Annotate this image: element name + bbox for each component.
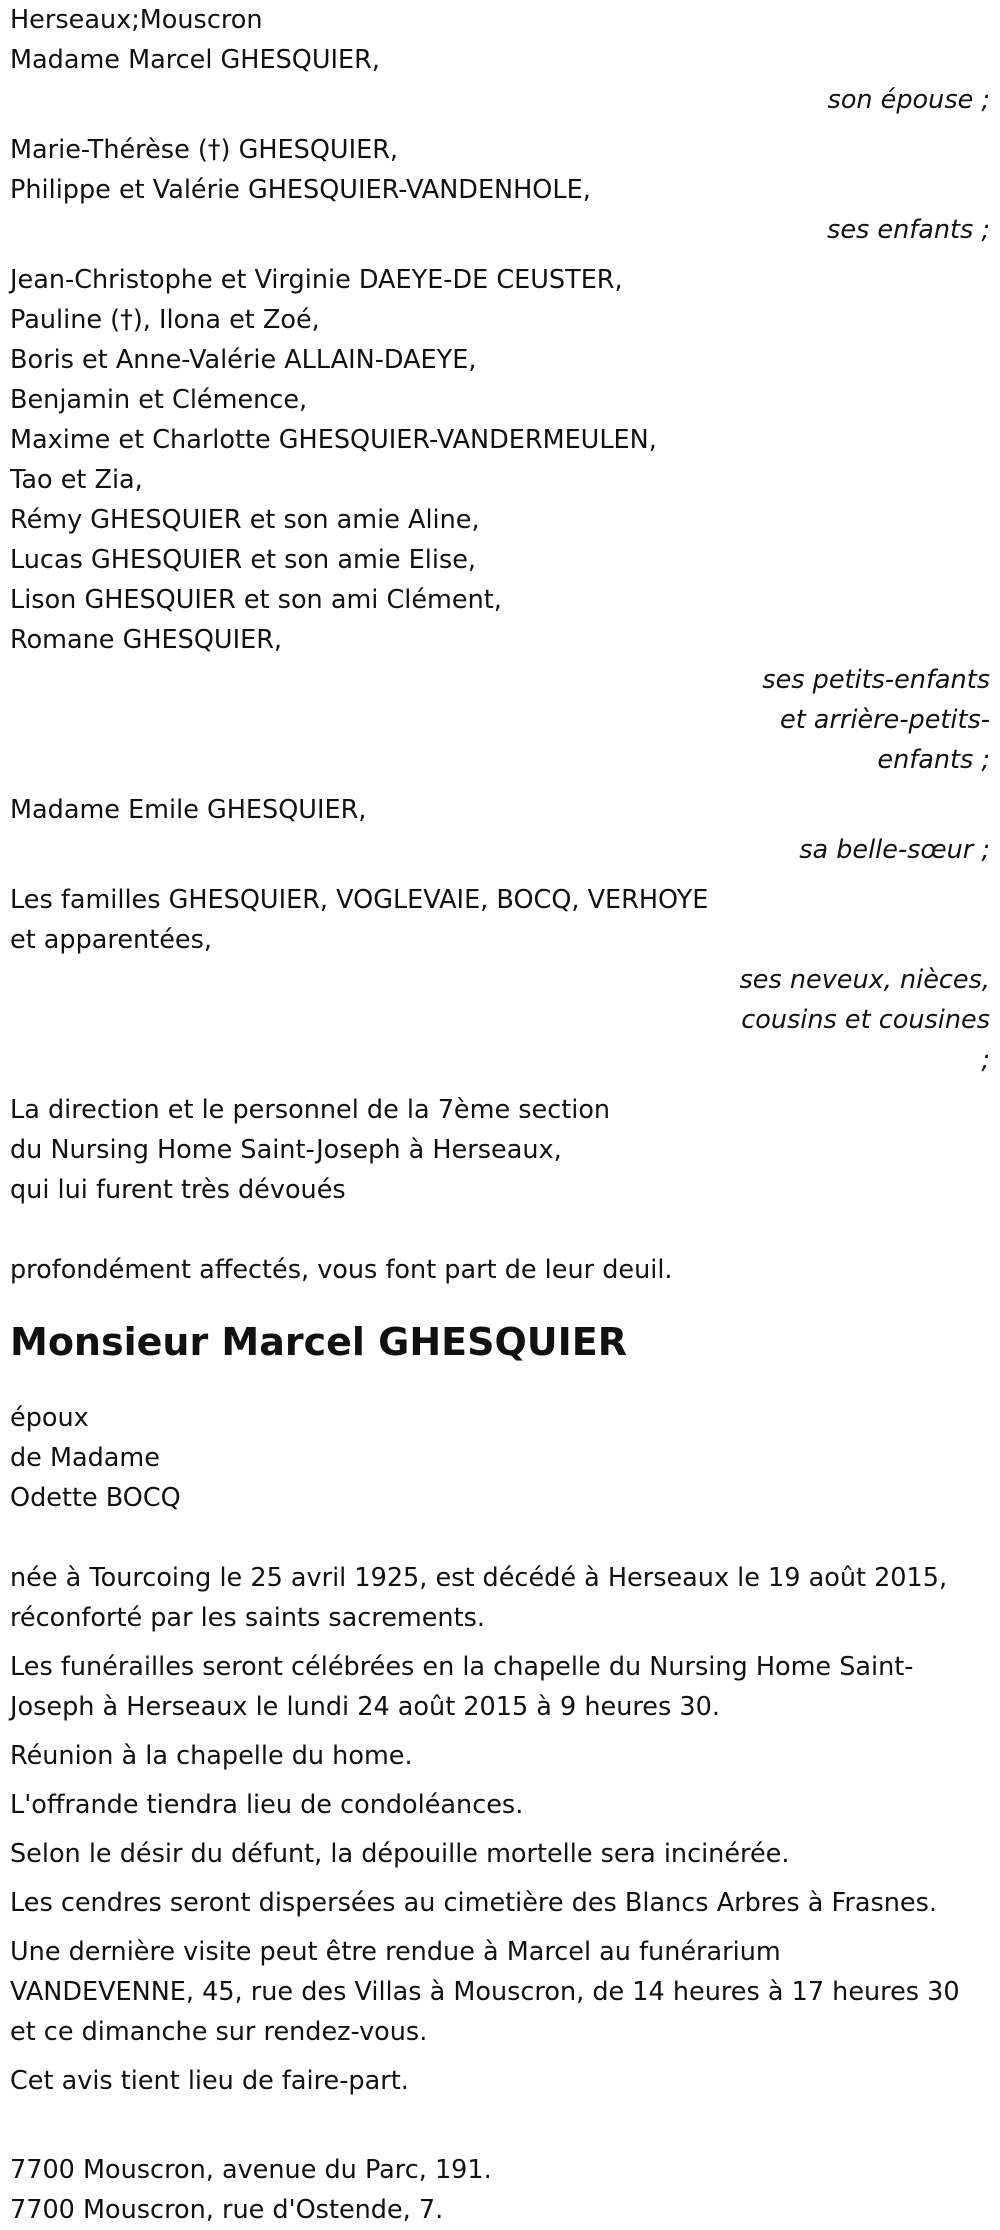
relation-label: cousins et cousines <box>741 1005 990 1035</box>
paragraph-meeting <box>10 1736 1000 1776</box>
paragraph-funeral <box>10 1647 1000 1727</box>
paragraph-line: et ce dimanche sur rendez-vous. <box>10 2017 428 2047</box>
paragraph-birth-death <box>10 1558 1000 1638</box>
relation-label: et arrière-petits- <box>780 705 990 735</box>
family-line: Boris et Anne-Valérie ALLAIN-DAEYE, <box>10 345 477 375</box>
family-line: Rémy GHESQUIER et son amie Aline, <box>10 505 480 535</box>
paragraph-line: L'offrande tiendra lieu de condoléances. <box>10 1790 524 1820</box>
relation-label: enfants ; <box>877 745 990 775</box>
paragraph-visit <box>10 1932 1000 2052</box>
family-line: Benjamin et Clémence, <box>10 385 308 415</box>
family-line: Madame Marcel GHESQUIER, <box>10 45 380 75</box>
family-line: Romane GHESQUIER, <box>10 625 283 655</box>
relation-label: ; <box>981 1045 990 1075</box>
staff-line: La direction et le personnel de la 7ème section <box>10 1095 611 1125</box>
family-line: et apparentées, <box>10 925 212 955</box>
paragraph-line: VANDEVENNE, 45, rue des Villas à Mouscron, de 14 heures à 17 heures 30 <box>10 1977 960 2007</box>
address-line: 7700 Mouscron, avenue du Parc, 191. <box>10 2155 492 2185</box>
relation-label: ses petits-enfants <box>762 665 990 695</box>
paragraph-cremation <box>10 1834 1000 1874</box>
paragraph-line: Joseph à Herseaux le lundi 24 août 2015 à 9 heures 30. <box>10 1692 720 1722</box>
spouse-line: de Madame <box>10 1443 160 1473</box>
deceased-name: Monsieur Marcel GHESQUIER <box>10 1320 627 1364</box>
staff-line: qui lui furent très dévoués <box>10 1175 346 1205</box>
family-line: Maxime et Charlotte GHESQUIER-VANDERMEULEN, <box>10 425 657 455</box>
paragraph-line: Réunion à la chapelle du home. <box>10 1741 413 1771</box>
family-line: Tao et Zia, <box>10 465 143 495</box>
address-line: 7700 Mouscron, rue d'Ostende, 7. <box>10 2195 444 2225</box>
staff-line: du Nursing Home Saint-Joseph à Herseaux, <box>10 1135 562 1165</box>
paragraph-line: Une dernière visite peut être rendue à Marcel au funérarium <box>10 1937 781 1967</box>
spouse-line: Odette BOCQ <box>10 1483 181 1513</box>
location: Herseaux;Mouscron <box>10 5 263 35</box>
paragraph-line: née à Tourcoing le 25 avril 1925, est décédé à Herseaux le 19 août 2015, <box>10 1563 948 1593</box>
family-line: Philippe et Valérie GHESQUIER-VANDENHOLE, <box>10 175 591 205</box>
announcement: profondément affectés, vous font part de leur deuil. <box>10 1255 673 1285</box>
spouse-line: époux <box>10 1403 89 1433</box>
paragraph-ashes <box>10 1883 1000 1923</box>
family-line: Madame Emile GHESQUIER, <box>10 795 367 825</box>
relation-label: sa belle-sœur ; <box>799 835 990 865</box>
family-line: Lison GHESQUIER et son ami Clément, <box>10 585 502 615</box>
relation-label: ses neveux, nièces, <box>739 965 990 995</box>
family-line: Pauline (†), Ilona et Zoé, <box>10 305 320 335</box>
paragraph-line: Les funérailles seront célébrées en la chapelle du Nursing Home Saint- <box>10 1652 914 1682</box>
paragraph-offering <box>10 1785 1000 1825</box>
family-line: Jean-Christophe et Virginie DAEYE-DE CEUSTER, <box>10 265 623 295</box>
paragraph-line: Les cendres seront dispersées au cimetière des Blancs Arbres à Frasnes. <box>10 1888 937 1918</box>
paragraph-line: réconforté par les saints sacrements. <box>10 1603 485 1633</box>
paragraph-line: Cet avis tient lieu de faire-part. <box>10 2066 409 2096</box>
paragraph-line: Selon le désir du défunt, la dépouille mortelle sera incinérée. <box>10 1839 790 1869</box>
family-line: Marie-Thérèse (†) GHESQUIER, <box>10 135 399 165</box>
family-line: Lucas GHESQUIER et son amie Elise, <box>10 545 477 575</box>
relation-label: son épouse ; <box>827 85 990 115</box>
family-line: Les familles GHESQUIER, VOGLEVAIE, BOCQ, VERHOYE <box>10 885 709 915</box>
paragraph-notice <box>10 2061 1000 2101</box>
relation-label: ses enfants ; <box>827 215 990 245</box>
